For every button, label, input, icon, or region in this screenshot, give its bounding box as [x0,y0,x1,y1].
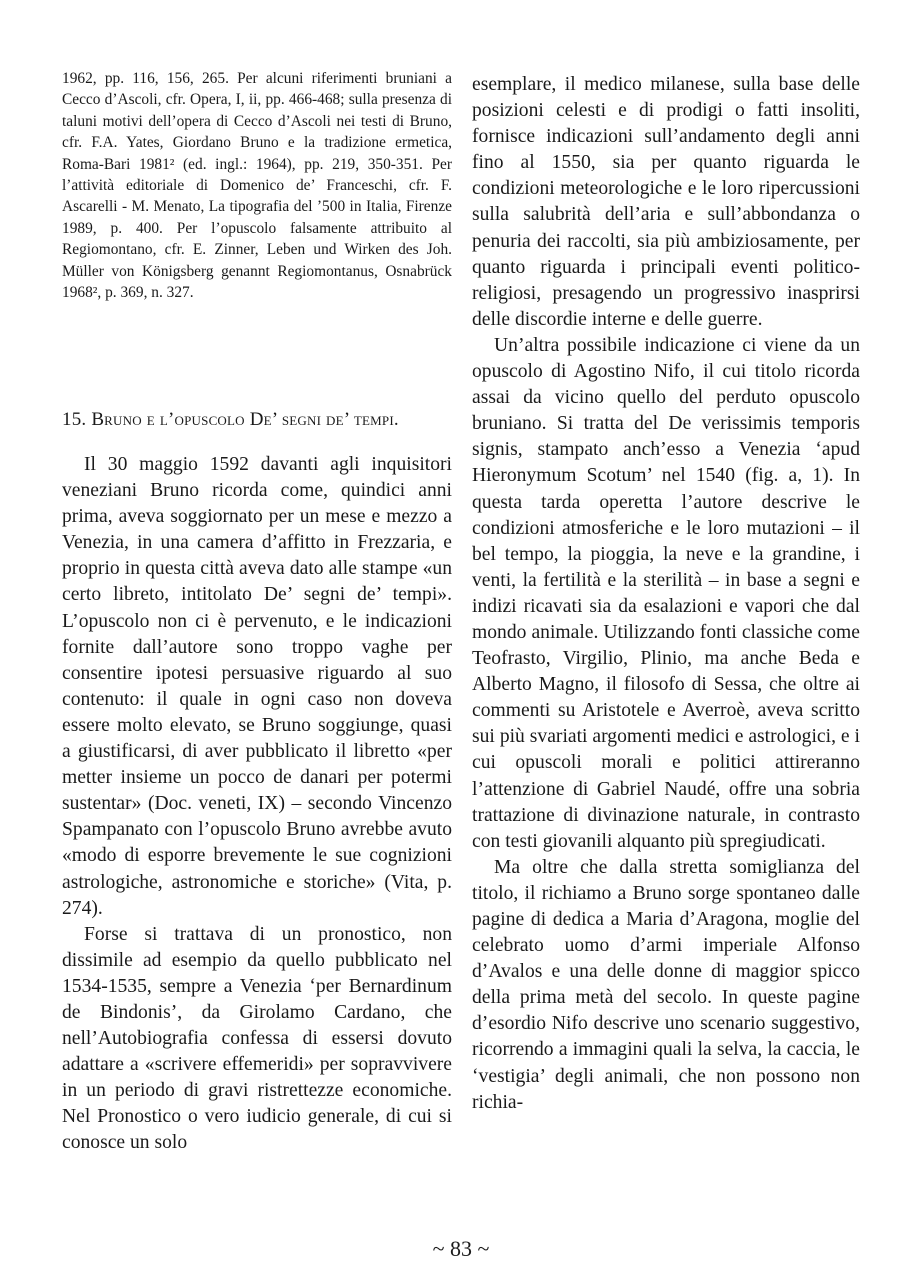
paragraph: Il 30 maggio 1592 davanti agli inquisitori veneziani Bruno ricorda come, quindici anni prima, aveva soggiornato per un mese e mezzo a Venezia, in una camera d’affitto in Frezzaria, e proprio in questa città aveva dato alle stampe «un certo libreto, intitolato De’ segni de’ tempi». L’opuscolo non ci è pervenuto, e le indicazioni fornite dall’autore sono troppo vaghe per consentire ipotesi persuasive riguardo al suo contenuto: il quale in ogni caso non doveva essere molto elevato, se Bruno soggiunge, quasi a giustificarsi, di aver pubblicato il libretto «per metter insieme un pocco de danari per potermi sustentar» (Doc. veneti, IX) – secondo Vincenzo Spampanato con l’opuscolo Bruno avrebbe avuto «modo di esporre brevemente le sue cognizioni astrologiche, astronomiche e storiche» (Vita, p. 274). [62,454,452,919]
footnote [62,68,452,303]
right-column-body [472,72,860,1116]
section-title: Bruno e l’opuscolo De’ segni de’ tempi. [91,409,399,430]
section-number: 15. [62,409,87,430]
paragraph-continuation: esemplare, il medico milanese, sulla base delle posizioni celesti e di prodigi o fatti insoliti, fornisce indicazioni sull’andamento degli anni fino al 1550, sia per quanto riguarda le condizioni meteorologiche e le loro ripercussioni sulla salubrità dell’aria e sull’abbondanza o penuria dei raccolti, sia più ambiziosamente, per quanto riguarda i principali eventi politico-religiosi, presagendo un progressivo inasprirsi delle discordie interne e delle guerre. [472,74,860,330]
left-column-body [62,452,452,1157]
paragraph: Forse si trattava di un pronostico, non dissimile ad esempio da quello pubblicato nel 1534-1535, sempre a Venezia ‘per Bernardinum de Bindonis’, da Girolamo Cardano, che nell’Autobiografia confessa di essersi dovuto adattare a «scrivere effemeridi» per sopravvivere in un periodo di gravi ristrettezze economiche. Nel Pronostico o vero iudicio generale, di cui si conosce un solo [62,923,452,1154]
section-heading [62,409,452,431]
paragraph: Un’altra possibile indicazione ci viene da un opuscolo di Agostino Nifo, il cui titolo ricorda assai da vicino quello del perduto opuscolo bruniano. Si tratta del De verissimis temporis signis, stampato anch’esso a Venezia ‘apud Hieronymum Scotum’ nel 1540 (fig. a, 1). In questa tarda operetta l’autore descrive le condizioni atmosferiche e le loro mutazioni – il bel tempo, la pioggia, la neve e la grandine, i venti, la fertilità e la sterilità – in base a segni e indizi ricavati sia da esalazioni e vapori che dal mondo animale. Utilizzando fonti classiche come Teofrasto, Virgilio, Plinio, ma anche Beda e Alberto Magno, il filosofo di Sessa, che oltre ai commenti su Aristotele e Averroè, aveva scritto sui più svariati argomenti medici e astrologici, e i cui opuscoli morali e politici attireranno l’attenzione di Gabriel Naudé, offre una sobria trattazione di divinazione naturale, in contrasto con testi giovanili alquanto più spregiudicati. [472,334,860,852]
footnote-text: 1962, pp. 116, 156, 265. Per alcuni riferimenti bruniani a Cecco d’Ascoli, cfr. Opera, I, ii, pp. 466-468; sulla presenza di taluni motivi dell’opera di Cecco d’Ascoli nei testi di Bruno, cfr. F.A. Yates, Giordano Bruno e la tradizione ermetica, Roma-Bari 1981² (ed. ingl.: 1964), pp. 219, 350-351. Per l’attività editoriale di Domenico de’ Franceschi, cfr. F. Ascarelli - M. Menato, La tipografia del ’500 in Italia, Firenze 1989, p. 400. Per l’opuscolo falsamente attribuito al Regiomontano, cfr. E. Zinner, Leben und Wirken des Joh. Müller von Königsberg genannt Regiomontanus, Osnabrück 1968², p. 369, n. 327. [62,70,452,302]
page-number: ~ 83 ~ [432,1236,490,1261]
paragraph: Ma oltre che dalla stretta somiglianza del titolo, il richiamo a Bruno sorge spontaneo dalle pagine di dedica a Maria d’Aragona, moglie del celebrato uomo d’armi imperiale Alfonso d’Avalos e una delle donne di maggior spicco della prima metà del secolo. In queste pagine d’esordio Nifo descrive uno scenario suggestivo, ricorrendo a immagini quali la selva, la caccia, le ‘vestigia’ degli animali, che non possono non richia- [472,856,860,1113]
